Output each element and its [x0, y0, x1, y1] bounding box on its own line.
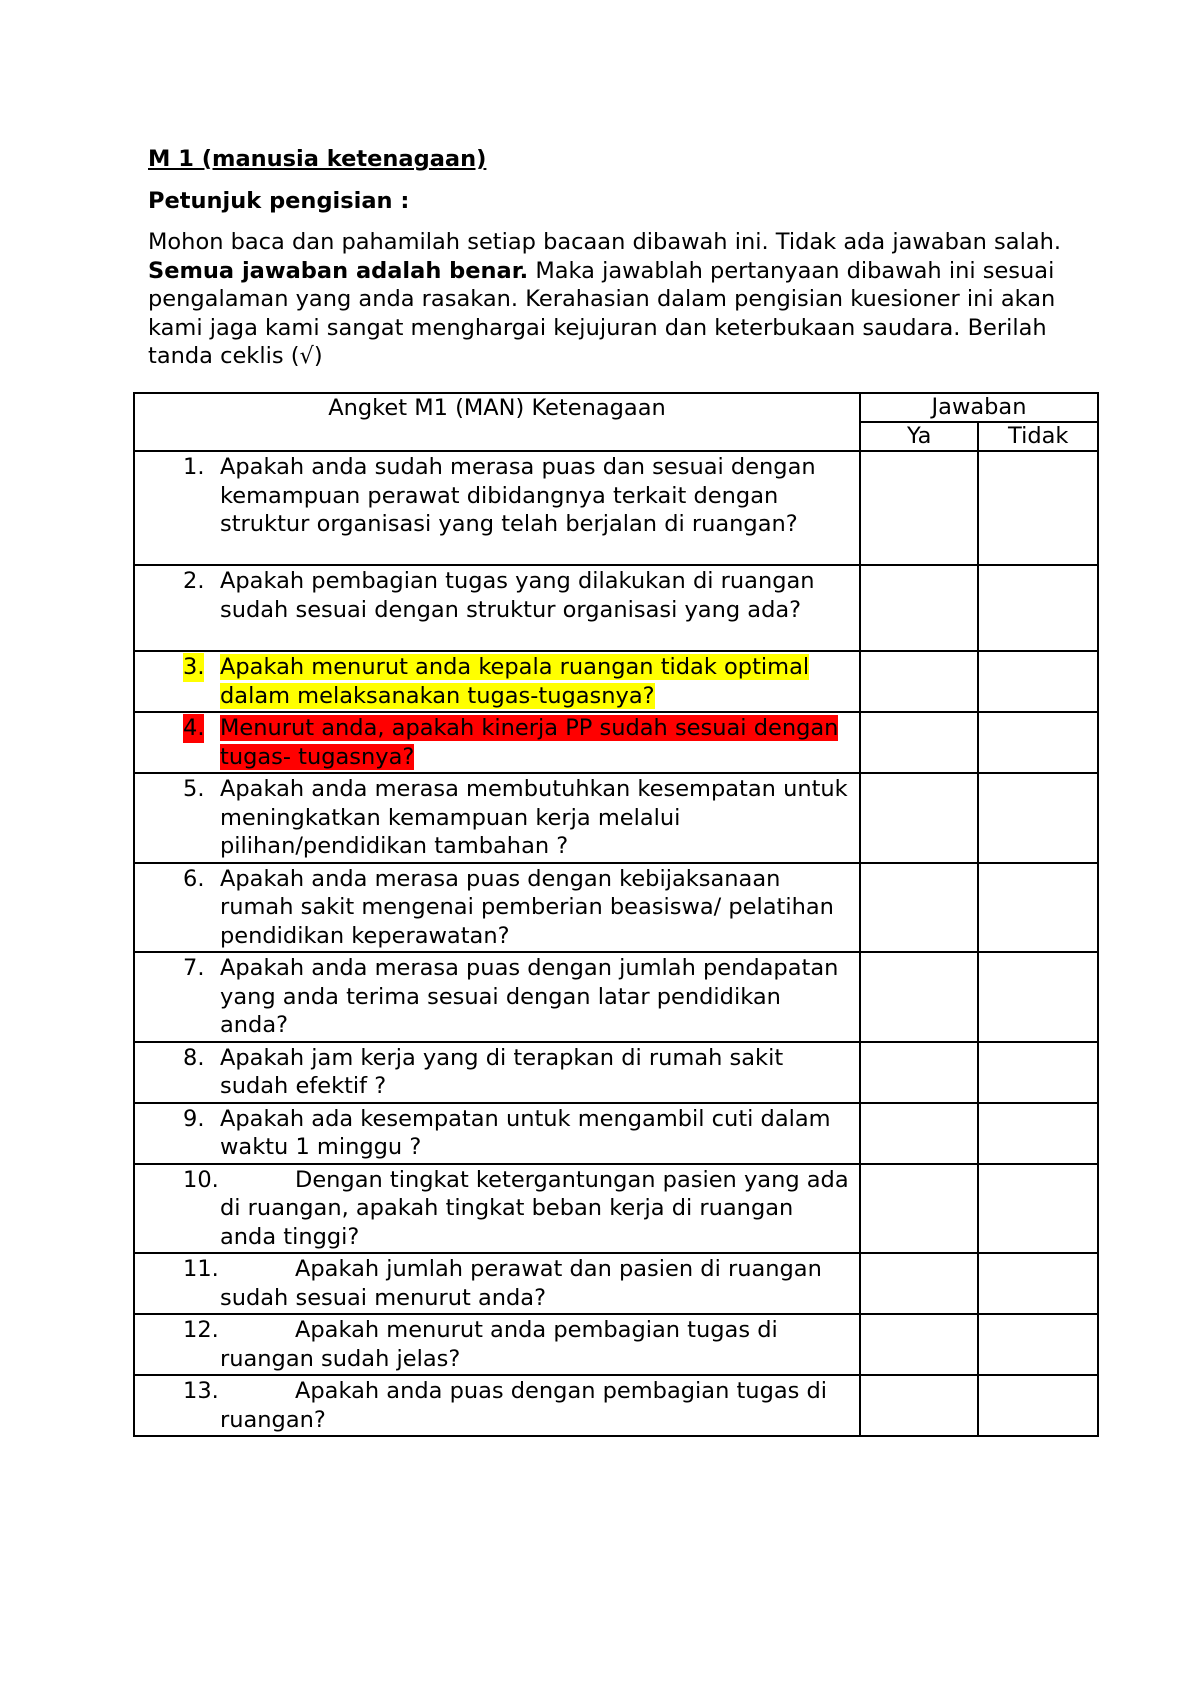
- instructions-text-bold: Semua jawaban adalah benar.: [148, 257, 529, 284]
- answer-tidak-cell[interactable]: [978, 1103, 1098, 1164]
- document-title: M 1 (manusia ketenagaan): [148, 146, 487, 172]
- table-row: [134, 1253, 1098, 1314]
- table-row: [134, 863, 1098, 953]
- table-row: [134, 451, 1098, 565]
- question-text: Apakah ada kesempatan untuk mengambil cuti dalam waktu 1 minggu ?: [220, 1105, 831, 1160]
- answer-ya-cell[interactable]: [860, 1164, 978, 1254]
- question-text: Menurut anda, apakah kinerja PP sudah sesuai dengan tugas- tugasnya?: [220, 715, 839, 770]
- table-row: [134, 565, 1098, 651]
- question-number: 2.: [183, 568, 205, 594]
- question-number: 6.: [183, 865, 205, 892]
- question-cell: [134, 1375, 860, 1436]
- survey-rows: [134, 451, 1098, 1436]
- answer-tidak-cell[interactable]: [978, 863, 1098, 953]
- question-text: Apakah menurut anda pembagian tugas di ruangan sudah jelas?: [220, 1317, 778, 1372]
- answer-ya-cell[interactable]: [860, 451, 978, 565]
- answer-tidak-cell[interactable]: [978, 1375, 1098, 1436]
- question-cell: [134, 1042, 860, 1103]
- answer-tidak-cell[interactable]: [978, 712, 1098, 773]
- question-cell: [134, 1103, 860, 1164]
- answer-ya-cell[interactable]: [860, 952, 978, 1042]
- header-answer: Jawaban: [860, 393, 1098, 422]
- question-number: 5.: [183, 776, 205, 802]
- question-text: Apakah pembagian tugas yang dilakukan di ruangan sudah sesuai dengan struktur organisasi yang ada?: [220, 568, 815, 623]
- table-row: [134, 1103, 1098, 1164]
- table-row: [134, 1375, 1098, 1436]
- answer-tidak-cell[interactable]: [978, 1042, 1098, 1103]
- question-cell: [134, 1253, 860, 1314]
- question-cell: [134, 565, 860, 651]
- header-tidak: Tidak: [978, 422, 1098, 451]
- question-number: 10.: [183, 1166, 219, 1193]
- question-cell: [134, 1314, 860, 1375]
- answer-ya-cell[interactable]: [860, 863, 978, 953]
- question-cell: [134, 451, 860, 565]
- instructions-text-part1: Mohon baca dan pahamilah setiap bacaan dibawah ini. Tidak ada jawaban salah.: [148, 229, 1062, 255]
- answer-tidak-cell[interactable]: [978, 451, 1098, 565]
- question-text: Dengan tingkat ketergantungan pasien yang ada di ruangan, apakah tingkat beban kerja di ruangan anda tinggi?: [220, 1166, 849, 1250]
- question-text: Apakah jumlah perawat dan pasien di ruangan sudah sesuai menurut anda?: [220, 1256, 822, 1311]
- question-number: 4.: [183, 715, 205, 741]
- answer-tidak-cell[interactable]: [978, 651, 1098, 712]
- question-text: Apakah jam kerja yang di terapkan di rumah sakit sudah efektif ?: [220, 1044, 784, 1099]
- instructions-text-part2: Maka jawablah pertanyaan dibawah ini sesuai pengalaman yang anda rasakan. Kerahasian dalam pengisian kuesioner ini akan kami jaga kami sangat menghargai kejujuran dan keterbukaan saudara. Berilah tanda ceklis (√): [148, 257, 1056, 369]
- answer-ya-cell[interactable]: [860, 1253, 978, 1314]
- question-text: Apakah anda merasa puas dengan kebijaksanaan rumah sakit mengenai pemberian beasiswa/ pelatihan pendidikan keperawatan?: [220, 865, 834, 949]
- table-row: [134, 952, 1098, 1042]
- question-number: 3.: [183, 654, 205, 680]
- header-ya: Ya: [860, 422, 978, 451]
- table-row: [134, 651, 1098, 712]
- answer-ya-cell[interactable]: [860, 1375, 978, 1436]
- answer-tidak-cell[interactable]: [978, 773, 1098, 863]
- answer-ya-cell[interactable]: [860, 1314, 978, 1375]
- question-number: 8.: [183, 1044, 205, 1071]
- answer-tidak-cell[interactable]: [978, 1253, 1098, 1314]
- answer-tidak-cell[interactable]: [978, 952, 1098, 1042]
- table-row: [134, 773, 1098, 863]
- question-cell: [134, 773, 860, 863]
- answer-ya-cell[interactable]: [860, 651, 978, 712]
- table-row: [134, 1164, 1098, 1254]
- table-row: [134, 1314, 1098, 1375]
- answer-tidak-cell[interactable]: [978, 1164, 1098, 1254]
- instructions-heading: Petunjuk pengisian :: [148, 188, 410, 214]
- question-text: Apakah anda merasa membutuhkan kesempatan untuk meningkatkan kemampuan kerja melalui pilihan/pendidikan tambahan ?: [220, 776, 848, 859]
- question-text: Apakah menurut anda kepala ruangan tidak optimal dalam melaksanakan tugas-tugasnya?: [220, 654, 810, 709]
- answer-ya-cell[interactable]: [860, 1042, 978, 1103]
- question-cell: [134, 1164, 860, 1254]
- header-question: Angket M1 (MAN) Ketenagaan: [134, 393, 860, 451]
- question-number: 11.: [183, 1256, 219, 1282]
- answer-ya-cell[interactable]: [860, 712, 978, 773]
- question-cell: [134, 863, 860, 953]
- answer-ya-cell[interactable]: [860, 1103, 978, 1164]
- question-number: 12.: [183, 1317, 219, 1343]
- question-text: Apakah anda merasa puas dengan jumlah pendapatan yang anda terima sesuai dengan latar pendidikan anda?: [220, 955, 839, 1038]
- question-cell: [134, 712, 860, 773]
- answer-ya-cell[interactable]: [860, 565, 978, 651]
- survey-table: [133, 392, 1099, 1437]
- answer-ya-cell[interactable]: [860, 773, 978, 863]
- question-cell: [134, 952, 860, 1042]
- answer-tidak-cell[interactable]: [978, 1314, 1098, 1375]
- question-cell: [134, 651, 860, 712]
- instructions-text: [148, 228, 1078, 371]
- question-number: 13.: [183, 1378, 219, 1404]
- table-row: [134, 712, 1098, 773]
- question-number: 9.: [183, 1105, 205, 1132]
- table-row: [134, 1042, 1098, 1103]
- question-text: Apakah anda sudah merasa puas dan sesuai dengan kemampuan perawat dibidangnya terkait dengan struktur organisasi yang telah berjalan di ruangan?: [220, 454, 816, 537]
- question-number: 7.: [183, 955, 205, 981]
- answer-tidak-cell[interactable]: [978, 565, 1098, 651]
- question-number: 1.: [183, 454, 205, 480]
- question-text: Apakah anda puas dengan pembagian tugas di ruangan?: [220, 1378, 828, 1433]
- document-page: [148, 144, 1098, 371]
